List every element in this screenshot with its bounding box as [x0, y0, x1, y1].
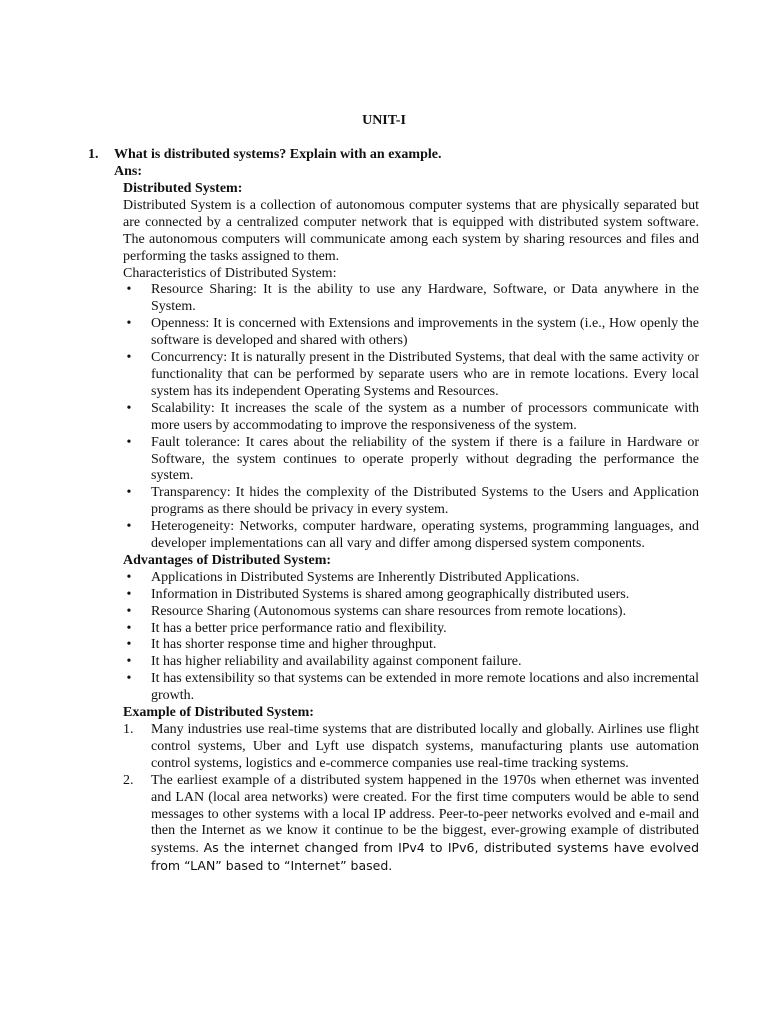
list-item — [123, 621, 699, 638]
bullet-icon: • — [126, 620, 132, 636]
bullet-icon: • — [126, 350, 132, 366]
list-item — [123, 604, 699, 621]
list-item-text: It has a better price performance ratio and flexibility. — [151, 620, 447, 636]
question-number: 1. — [88, 147, 99, 162]
bullet-icon: • — [126, 654, 132, 670]
list-item — [123, 570, 699, 587]
list-item — [123, 282, 699, 316]
list-item — [123, 519, 699, 553]
list-item-text: Concurrency: It is naturally present in the Distributed Systems, that deal with the same activity or functionality that can be performed by separate users who are in remote locations. Every local system has its independent Operating Systems and Resources. — [151, 350, 699, 399]
list-item-text: The earliest example of a distributed system happened in the 1970s when ethernet was invented and LAN (local area networks) were created. For the first time computers would be able to send messages to other systems with a local IP address. Peer-to-peer networks evolved and e-mail and then the Internet as we know it continue to be the biggest, ever-growing example of distributed systems. — [151, 772, 699, 857]
bullet-icon: • — [126, 485, 132, 501]
list-item-tail-text: As the internet changed from IPv4 to IPv6, distributed systems have evolved from “LAN” based to “Internet” based. — [151, 840, 700, 874]
list-item — [123, 637, 699, 654]
unit-title: UNIT-I — [362, 113, 406, 128]
list-item-text: Many industries use real-time systems that are distributed locally and globally. Airlines use flight control systems, Uber and Lyft use dispatch systems, manufacturing plants use automation control systems, logistics and e-commerce companies use real-time tracking systems. — [151, 722, 699, 771]
definition-heading: Distributed System: — [123, 181, 243, 196]
list-item — [123, 316, 699, 350]
list-item-text: It has extensibility so that systems can be extended in more remote locations and also incremental growth. — [151, 671, 699, 704]
bullet-icon: • — [126, 282, 132, 298]
list-item — [123, 485, 699, 519]
answer-body — [123, 181, 699, 876]
list-item-text: Information in Distributed Systems is shared among geographically distributed users. — [151, 586, 630, 602]
list-item-text: Transparency: It hides the complexity of the Distributed Systems to the Users and Application programs as there should be privacy in every system. — [151, 485, 699, 518]
bullet-icon: • — [126, 316, 132, 332]
examples-list — [123, 722, 699, 876]
list-item-text: Resource Sharing (Autonomous systems can share resources from remote locations). — [151, 603, 627, 619]
bullet-icon: • — [126, 519, 132, 535]
characteristics-heading: Characteristics of Distributed System: — [123, 265, 337, 281]
bullet-icon: • — [126, 586, 132, 602]
list-item-text: Fault tolerance: It cares about the reliability of the system if there is a failure in Hardware or Software, the system continues to operate properly without degrading the performance the system. — [151, 434, 699, 484]
answer-label: Ans: — [114, 164, 143, 179]
examples-heading: Example of Distributed System: — [123, 705, 314, 721]
advantages-heading: Advantages of Distributed System: — [123, 552, 332, 568]
list-item-text: Scalability: It increases the scale of the system as a number of processors communicate with more users by accommodating to improve the responsiveness of the system. — [151, 400, 699, 433]
list-item — [123, 350, 699, 401]
characteristics-list — [123, 282, 699, 553]
advantages-list — [123, 570, 699, 705]
list-number: 2. — [123, 772, 134, 788]
list-item-text: Resource Sharing: It is the ability to use any Hardware, Software, or Data anywhere in the System. — [151, 282, 699, 315]
list-item — [123, 587, 699, 604]
list-item-text: Heterogeneity: Networks, computer hardware, operating systems, programming languages, and developer implementations can all vary and differ among dispersed system components. — [151, 519, 699, 552]
definition-paragraph: Distributed System is a collection of autonomous computer systems that are physically separated but are connected by a centralized computer network that is equipped with distributed system software. The autonomous computers will communicate among each system by sharing resources and files and performing the tasks assigned to them. — [123, 197, 699, 264]
list-item-text: It has higher reliability and availability against component failure. — [151, 654, 522, 670]
list-item-text: Openness: It is concerned with Extensions and improvements in the system (i.e., How openly the software is developed and shared with others) — [151, 316, 699, 349]
bullet-icon: • — [126, 637, 132, 653]
question-text: What is distributed systems? Explain with an example. — [114, 147, 442, 162]
list-item — [123, 435, 699, 486]
bullet-icon: • — [126, 603, 132, 619]
list-item-text: It has shorter response time and higher throughput. — [151, 637, 437, 653]
question-heading — [88, 147, 441, 163]
list-item — [123, 722, 699, 773]
bullet-icon: • — [126, 400, 132, 416]
list-item — [123, 654, 699, 671]
list-item — [123, 401, 699, 435]
bullet-icon: • — [126, 434, 132, 450]
bullet-icon: • — [126, 569, 132, 585]
list-item — [123, 773, 699, 876]
list-item-text: Applications in Distributed Systems are Inherently Distributed Applications. — [151, 569, 580, 585]
bullet-icon: • — [126, 671, 132, 687]
list-number: 1. — [123, 722, 134, 737]
list-item — [123, 671, 699, 705]
